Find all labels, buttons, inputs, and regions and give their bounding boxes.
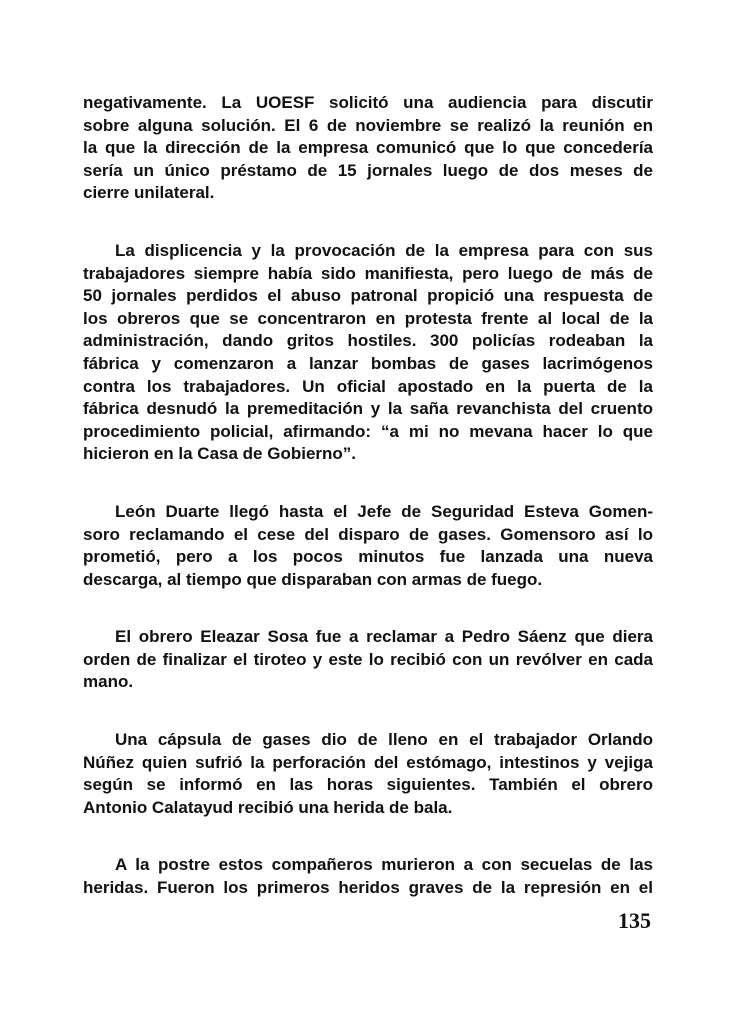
- text-line: hicieron en la Casa de Gobierno”.: [83, 444, 357, 464]
- text-line: negativamente. La UOESF solicitó una audiencia para discutir: [83, 93, 653, 112]
- page-number: 135: [618, 908, 651, 933]
- text-line: según se informó en las horas siguientes. También el obrero: [83, 775, 653, 795]
- text-line: sería un único préstamo de 15 jornales luego de dos meses de: [83, 160, 653, 180]
- paragraph: [83, 92, 653, 205]
- text-line: orden de finalizar el tiroteo y este lo recibió con un revólver en cada: [83, 649, 653, 669]
- text-line: heridas. Fueron los primeros heridos graves de la represión en el: [83, 878, 653, 898]
- text-line: trabajadores siempre había sido manifiesta, pero luego de más de: [83, 263, 653, 283]
- text-line: fábrica desnudó la premeditación y la saña revanchista del cruento: [83, 399, 653, 419]
- text-line: El obrero Eleazar Sosa fue a reclamar a Pedro Sáenz que diera: [115, 627, 653, 647]
- text-line: Antonio Calatayud recibió una herida de bala.: [83, 797, 453, 817]
- paragraph: [83, 729, 653, 819]
- page-body: [83, 92, 653, 935]
- text-line: soro reclamando el cese del disparo de gases. Gomensoro así lo: [83, 524, 653, 544]
- text-line: cierre unilateral.: [83, 183, 215, 203]
- paragraph: [83, 626, 653, 694]
- text-line: prometió, pero a los pocos minutos fue lanzada una nueva: [83, 547, 653, 567]
- text-line: Núñez quien sufrió la perforación del estómago, intestinos y vejiga: [83, 752, 653, 772]
- text-line: descarga, al tiempo que disparaban con armas de fuego.: [83, 569, 543, 589]
- text-line: Una cápsula de gases dio de lleno en el trabajador Orlando: [115, 730, 653, 750]
- text-line: los obreros que se concentraron en protesta frente al local de la: [83, 308, 653, 328]
- text-line: León Duarte llegó hasta el Jefe de Seguridad Esteva Gomen-: [115, 501, 653, 521]
- text-line: mano.: [83, 672, 134, 692]
- text-line: fábrica y comenzaron a lanzar bombas de gases lacrimógenos: [83, 353, 653, 373]
- paragraph: [83, 501, 653, 591]
- paragraph: [83, 240, 653, 466]
- text-line: 50 jornales perdidos el abuso patronal propició una respuesta de: [83, 286, 653, 306]
- text-line: La displicencia y la provocación de la empresa para con sus: [115, 240, 653, 260]
- text-line: sobre alguna solución. El 6 de noviembre se realizó la reunión en: [83, 115, 653, 135]
- text-line: la que la dirección de la empresa comunicó que lo que concedería: [83, 138, 653, 158]
- paragraph: [83, 854, 653, 899]
- text-line: procedimiento policial, afirmando: “a mi no mevana hacer lo que: [83, 421, 653, 441]
- text-line: contra los trabajadores. Un oficial apostado en la puerta de la: [83, 376, 653, 396]
- text-line: administración, dando gritos hostiles. 300 policías rodeaban la: [83, 331, 653, 351]
- text-line: A la postre estos compañeros murieron a con secuelas de las: [115, 855, 653, 875]
